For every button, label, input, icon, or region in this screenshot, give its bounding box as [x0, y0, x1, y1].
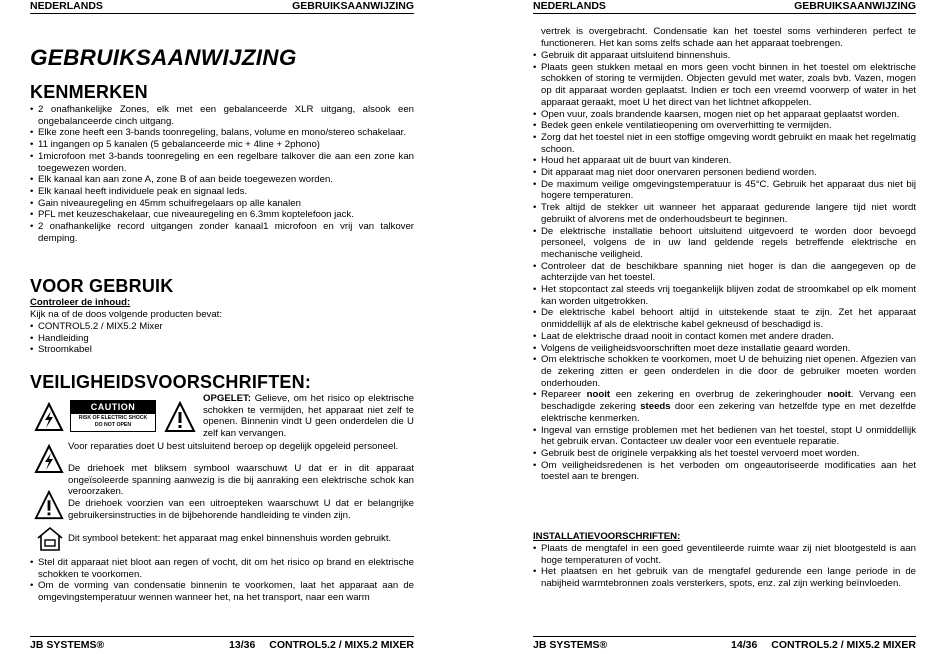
list-item: • Handleiding: [30, 333, 414, 345]
bold-span: nooit: [827, 389, 851, 401]
exclamation-warning-icon: [34, 490, 64, 520]
inhoud-list: [30, 321, 414, 356]
installatie-heading: INSTALLATIEVOORSCHRIFTEN:: [533, 531, 681, 542]
installatie-list: [533, 543, 916, 590]
veiligheid-heading: VEILIGHEIDSVOORSCHRIFTEN:: [30, 372, 312, 392]
kenmerken-list: [30, 104, 414, 244]
list-item: • 2 onafhankelijke Zones, elk met een gebalanceerde XLR uitgang, alsook een ongebalanceerde cinch uitgang.: [30, 104, 414, 127]
voor-gebruik-block: [30, 297, 414, 320]
list-item: • Ingeval van ernstige problemen met het bedienen van het toestel, stopt U onmiddellijk het gebruik ervan. Contacteer uw dealer voor een eventuele reparatie.: [533, 425, 916, 448]
page-header: [533, 0, 916, 14]
opgelet-text: [203, 393, 414, 440]
list-item: • Volgens de veiligheidsvoorschriften moet deze installatie geaard worden.: [533, 343, 916, 355]
list-item: • Laat de elektrische draad nooit in contact komen met andere draden.: [533, 331, 916, 343]
voor-gebruik-heading: VOOR GEBRUIK: [30, 276, 174, 296]
lightning-warning-icon: [34, 444, 64, 474]
list-item: • Gebruik dit apparaat uitsluitend binnenshuis.: [533, 50, 916, 62]
list-item: • Het plaatsen en het gebruik van de mengtafel gedurende een lange periode in de nabijheid warmtebronnen zoals versterkers, spots, enz. zal zijn werking beïnvloeden.: [533, 566, 916, 589]
list-item: • Om veiligheidsredenen is het verboden om ongeautoriseerde modificaties aan het toestel aan te brengen.: [533, 460, 916, 483]
list-item: • Om de vorming van condensatie binnenin te voorkomen, laat het apparaat aan de omgevingstemperatuur wennen wanneer het, na het transport, naar een warm: [30, 580, 414, 603]
list-item: • Het stopcontact zal steeds vrij toegankelijk blijven zodat de stroomkabel op elk moment kan worden uitgetrokken.: [533, 284, 916, 307]
list-item: • Plaats geen stukken metaal en mors geen vocht binnen in het toestel om elektrische schokken of storing te vermijden. Objecten gevuld met water, zoals bvb. Vazen, mogen op dit apparaat worden geplaatst. Indien er toch een vreemd voorwerp of water in het apparaat geraakt, moet U het direct van het lichtnet afkoppelen.: [533, 62, 916, 109]
list-item: • 1microfoon met 3-bands toonregeling en een regelbare talkover die aan een zone kan toegewezen worden.: [30, 151, 414, 174]
footer-brand: JB SYSTEMS®: [30, 639, 105, 651]
list-item: • CONTROL5.2 / MIX5.2 Mixer: [30, 321, 414, 333]
kenmerken-heading: KENMERKEN: [30, 82, 148, 102]
main-title: GEBRUIKSAANWIJZING: [30, 45, 297, 70]
header-title: GEBRUIKSAANWIJZING: [794, 0, 916, 12]
list-item: • Dit apparaat mag niet door onervaren personen bediend worden.: [533, 167, 916, 179]
list-item: • Houd het apparaat uit de buurt van kinderen.: [533, 155, 916, 167]
bliksem-text: De driehoek met bliksem symbool waarschuwt U dat er in dit apparaat ongeïsoleerde spanning aanwezig is die bij aanraking een elektrische schok kan veroorzaken.: [68, 463, 414, 498]
footer-model: CONTROL5.2 / MIX5.2 MIXER: [269, 639, 414, 651]
list-item: • De maximum veilige omgevingstemperatuur is 45°C. Gebruik het apparaat dus niet bij hogere temperaturen.: [533, 179, 916, 202]
indoor-use-icon: [36, 526, 64, 552]
bold-span: nooit: [586, 389, 611, 401]
list-item: • Zorg dat het toestel niet in een stoffige omgeving wordt gebruikt en maak het regelmatig schoon.: [533, 132, 916, 155]
bold-span: steeds: [640, 401, 671, 413]
caution-line1: RISK OF ELECTRIC SHOCK: [78, 415, 148, 421]
list-item: • Gebruik best de originele verpakking als het toestel vervoerd moet worden.: [533, 448, 916, 460]
right-page: [533, 0, 916, 654]
footer-brand: JB SYSTEMS®: [533, 639, 608, 651]
opgelet-label: OPGELET:: [203, 393, 251, 404]
list-item: • De elektrische kabel behoort altijd in uitstekende staat te zijn. Zet het apparaat onmiddellijk af als de elektrische kabel gekneusd of beschadigd is.: [533, 307, 916, 330]
page-footer: [30, 636, 414, 652]
list-item: • Elk kanaal kan aan zone A, zone B of aan beide toegewezen worden.: [30, 174, 414, 186]
page-header: [30, 0, 414, 14]
caution-line2: DO NOT OPEN: [94, 421, 132, 428]
text-span: Repareer: [541, 389, 587, 401]
header-title: GEBRUIKSAANWIJZING: [292, 0, 414, 12]
left-page: [30, 0, 414, 654]
list-item: • Controleer dat de beschikbare spanning niet hoger is dan die aangegeven op de achterzijde van het toestel.: [533, 261, 916, 284]
list-item: • Stroomkabel: [30, 344, 414, 356]
list-item: • 2 onafhankelijke record uitgangen zonder kanaal1 microfoon en vrij van talkover demping.: [30, 221, 414, 244]
text-span: een zekering en overbrug de zekeringhouder: [610, 389, 828, 401]
caution-label: [70, 400, 156, 432]
text-span: door een zekering van hetzelfde type en met dezelfde elektrische kenmerken.: [541, 401, 916, 424]
list-item: • Stel dit apparaat niet bloot aan regen of vocht, dit om het risico op brand en elektrische schokken te voorkomen.: [30, 557, 414, 580]
footer-page-number: 13/36: [229, 639, 256, 651]
list-item-repareer: [533, 389, 916, 424]
list-item: • Trek altijd de stekker uit wanneer het apparaat gedurende langere tijd niet wordt gebruikt of alvorens met de onderhoudsbeurt te beginnen.: [533, 202, 916, 225]
list-item: • Open vuur, zoals brandende kaarsen, mogen niet op het apparaat geplaatst worden.: [533, 109, 916, 121]
caution-title: CAUTION: [71, 401, 155, 414]
voor-gebruik-subheading: Controleer de inhoud:: [30, 297, 131, 308]
list-item: • Elk kanaal heeft individuele peak en signaal leds.: [30, 186, 414, 198]
list-item: • Gain niveauregeling en 45mm schuifregelaars op alle kanalen: [30, 198, 414, 210]
list-item: • Bedek geen enkele ventilatieopening om oververhitting te vermijden.: [533, 120, 916, 132]
header-language: NEDERLANDS: [533, 0, 606, 12]
safety-list: [533, 50, 916, 483]
uitroep-text: De driehoek voorzien van een uitroepteken waarschuwt U dat er belangrijke gebruikersinstructies in de bijbehorende handleiding te vinden zijn.: [68, 498, 414, 521]
text-span: . Vervang een beschadigde zekering: [541, 389, 916, 413]
voor-gebruik-intro: Kijk na of de doos volgende producten bevat:: [30, 308, 223, 320]
opgelet-body: Gelieve, om het risico op elektrische schokken te vermijden, het apparaat niet zelf te openen. Binnenin vindt U geen onderdelen die U zelf kan vervangen.: [203, 393, 414, 440]
footer-page-number: 14/36: [731, 639, 758, 651]
page-footer: [533, 636, 916, 652]
header-language: NEDERLANDS: [30, 0, 103, 12]
list-item: • Plaats de mengtafel in een goed geventileerde ruimte waar zij niet blootgesteld is aan hoge temperaturen of vocht.: [533, 543, 916, 566]
binnenshuis-text: Dit symbool betekent: het apparaat mag enkel binnenshuis worden gebruikt.: [68, 533, 392, 544]
footer-model: CONTROL5.2 / MIX5.2 MIXER: [771, 639, 916, 651]
veiligheid-list: [30, 557, 414, 604]
exclamation-warning-icon: [164, 401, 196, 433]
list-item: • Om elektrische schokken te voorkomen, moet U de behuizing niet openen. Afgezien van de zekering zitten er geen onderdelen in die door de gebruiker moeten worden onderhouden.: [533, 354, 916, 389]
reparatie-text: Voor reparaties doet U best uitsluitend beroep op degelijk opgeleid personeel.: [68, 441, 399, 452]
lightning-warning-icon: [34, 402, 64, 432]
list-item: • PFL met keuzeschakelaar, cue niveauregeling en 6.3mm koptelefoon jack.: [30, 209, 414, 221]
continuation-text: vertrek is overgebracht. Condensatie kan het toestel soms verhinderen perfect te functioneren. Het kan soms zelfs schade aan het apparaat toebrengen.: [541, 26, 916, 49]
list-item: • De elektrische installatie behoort uitsluitend uitgevoerd te worden door bevoegd personeel, volgens de in uw land geldende regels betreffende elektrische en mechanische veiligheid.: [533, 226, 916, 261]
list-item: • 11 ingangen op 5 kanalen (5 gebalanceerde mic + 4line + 2phono): [30, 139, 414, 151]
list-item: • Elke zone heeft een 3-bands toonregeling, balans, volume en mono/stereo schakelaar.: [30, 127, 414, 139]
